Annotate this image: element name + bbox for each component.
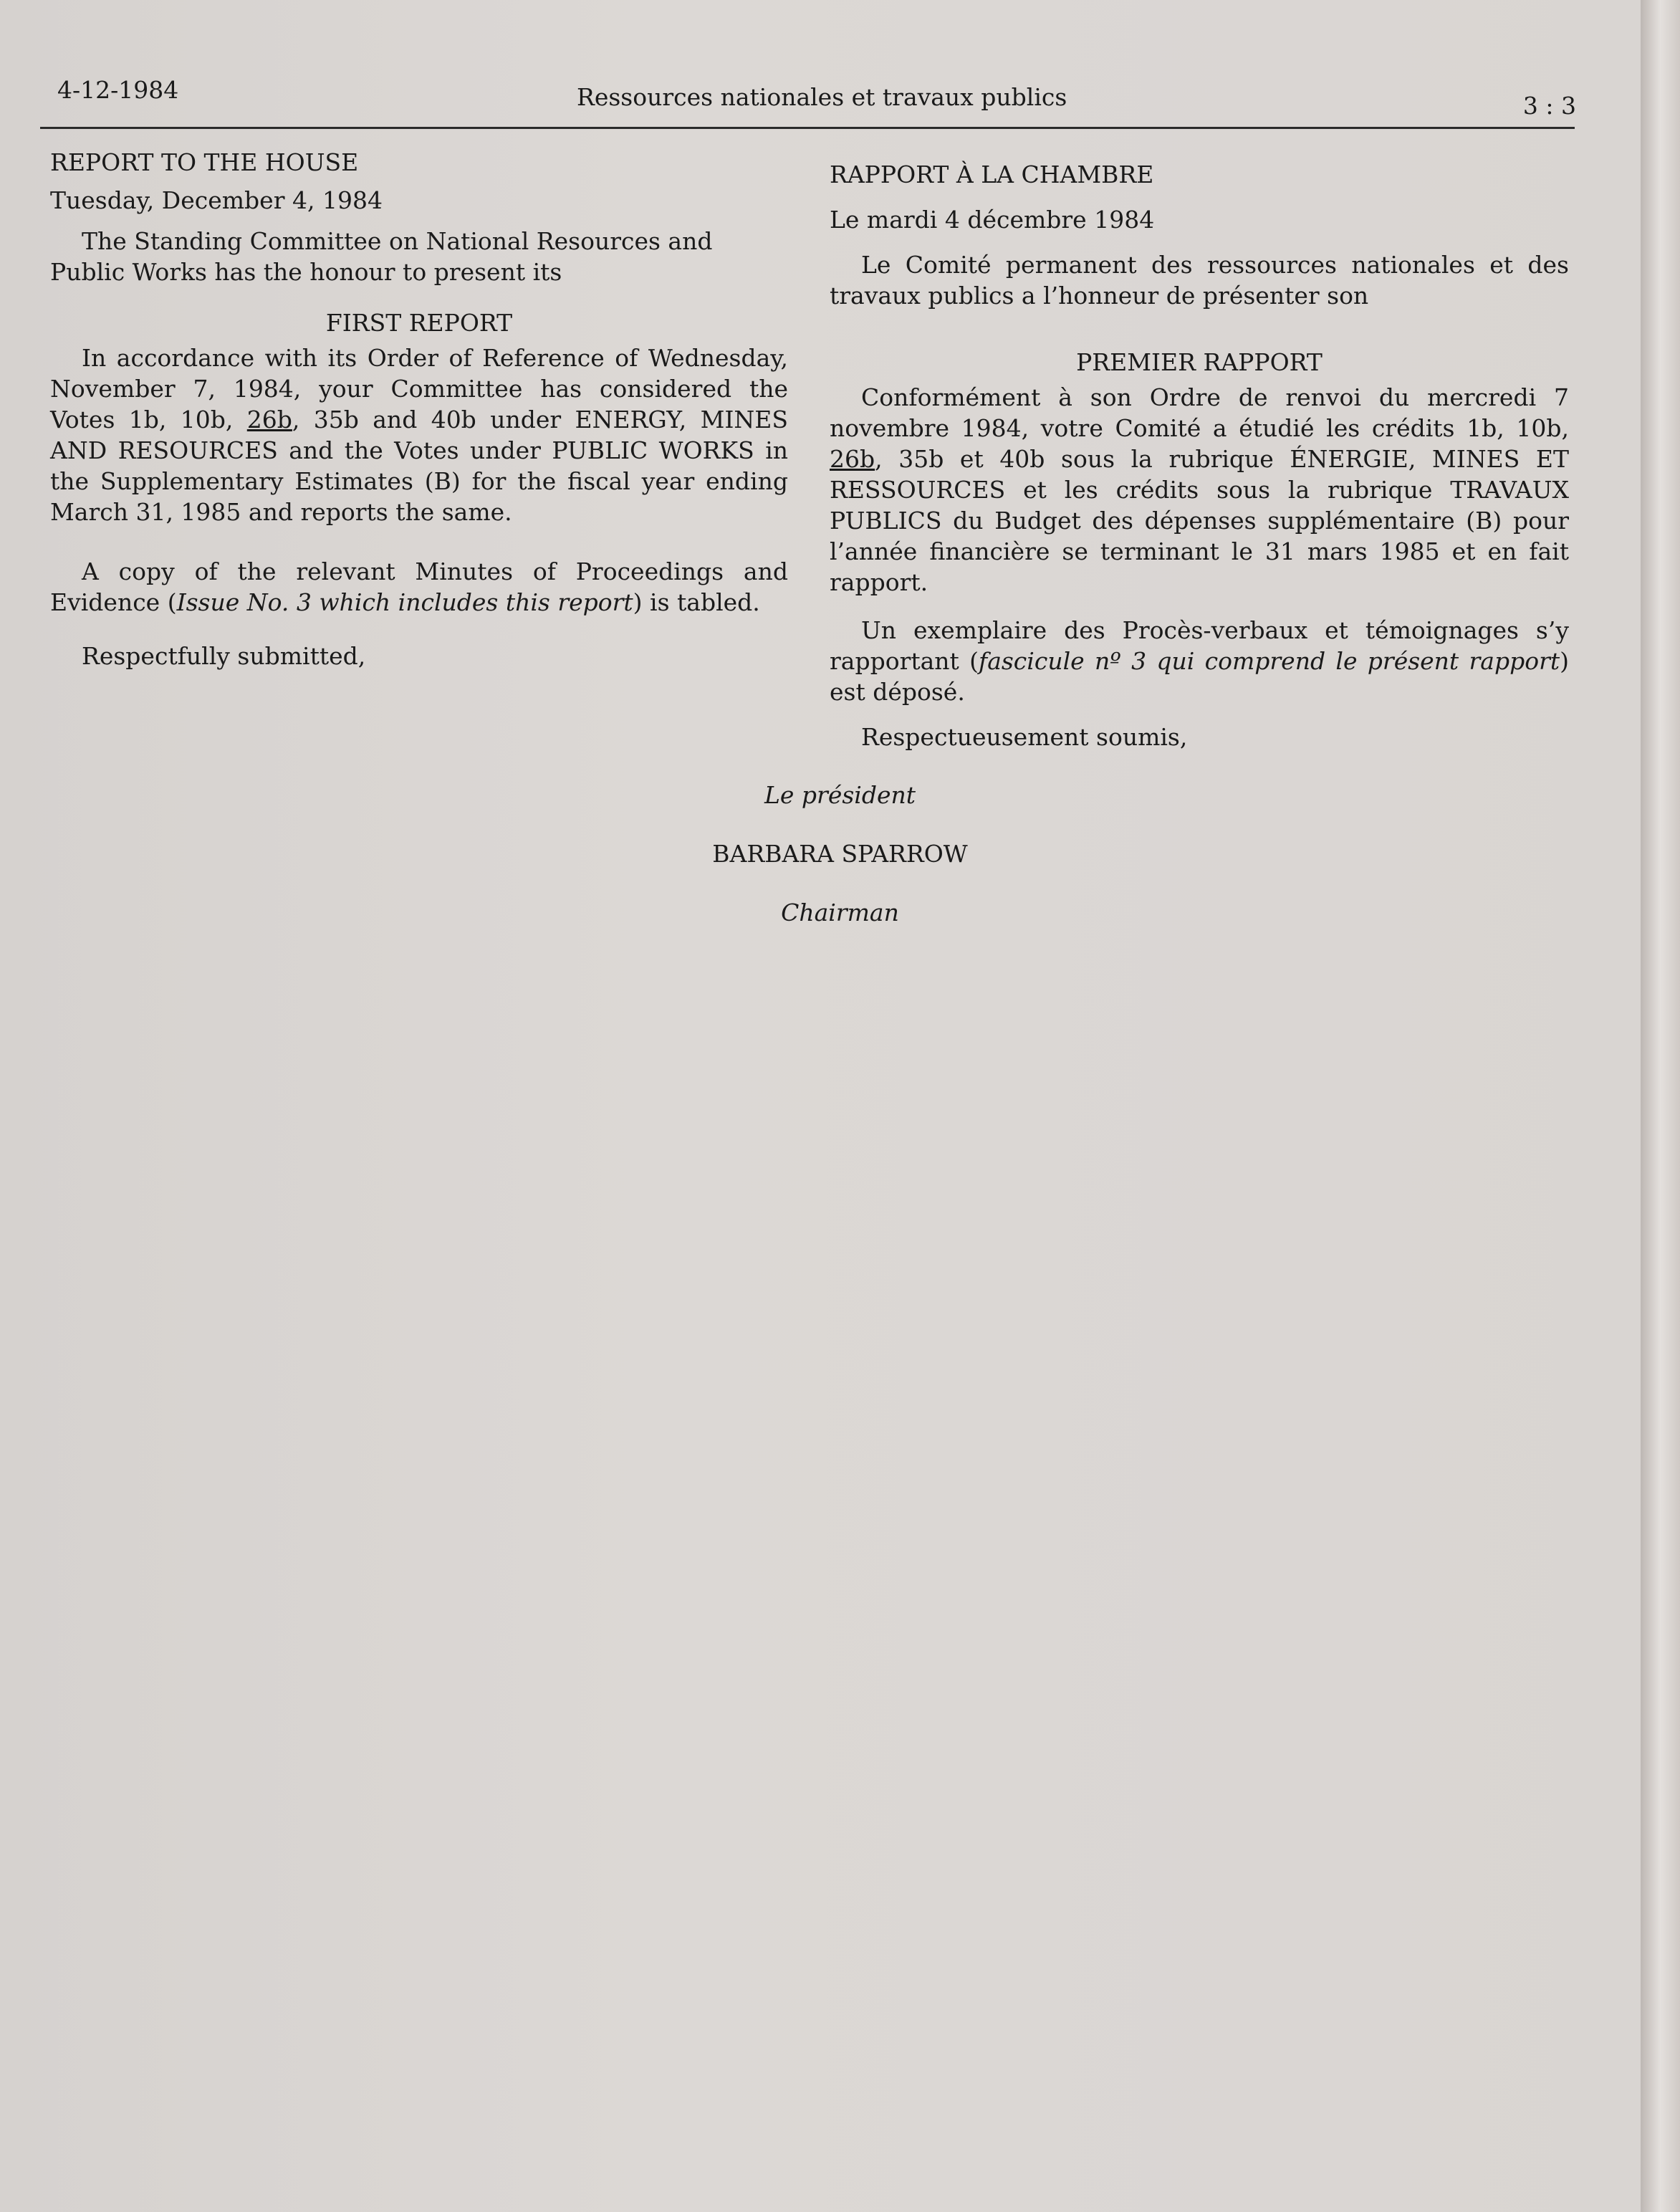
english-date: Tuesday, December 4, 1984 <box>50 186 383 214</box>
page-header <box>57 72 1576 129</box>
french-column <box>830 159 1569 776</box>
french-closing: Respectueusement soumis, <box>861 723 1188 751</box>
french-issue-reference: fascicule nº 3 qui comprend le présent rapport <box>978 647 1560 675</box>
signature-name: BARBARA SPARROW <box>712 840 968 868</box>
english-heading: REPORT TO THE HOUSE <box>50 148 359 176</box>
english-issue-reference: Issue No. 3 which includes this report <box>176 588 633 616</box>
english-report-title: FIRST REPORT <box>325 309 513 337</box>
french-report-title: PREMIER RAPPORT <box>1076 348 1323 376</box>
french-heading: RAPPORT À LA CHAMBRE <box>830 161 1154 188</box>
french-intro: Le Comité permanent des ressources nationales et des travaux publics a l’honneur de présenter son <box>830 251 1569 310</box>
english-underlined-vote: 26b <box>246 406 292 434</box>
french-date: Le mardi 4 décembre 1984 <box>830 206 1155 234</box>
signature-title-fr: Le président <box>764 781 916 809</box>
signature-title-en: Chairman <box>781 899 899 927</box>
french-underlined-vote: 26b <box>830 445 875 473</box>
french-copy-note: Un exemplaire des Procès-verbaux et témoignages s’y rapportant (fascicule nº 3 qui comprend le présent rapport) est déposé. <box>830 616 1569 706</box>
header-rule <box>40 127 1575 129</box>
header-date: 4-12-1984 <box>57 76 179 104</box>
page-edge <box>1641 0 1680 2212</box>
header-page-number: 3 : 3 <box>1522 92 1576 120</box>
english-body: In accordance with its Order of Reference of Wednesday, November 7, 1984, your Committee has considered the Votes 1b, 10b, 26b, 35b and 40b under ENERGY, MINES AND RESOURCES and the Votes under PUBLIC WORKS in the Supplementary Estimates (B) for the fiscal year ending March 31, 1985 and reports the same. <box>50 344 788 526</box>
header-title: Ressources nationales et travaux publics <box>577 83 1067 111</box>
english-column <box>50 147 788 695</box>
english-closing: Respectfully submitted, <box>82 642 366 670</box>
english-copy-note: A copy of the relevant Minutes of Proceedings and Evidence (Issue No. 3 which includes this report) is tabled. <box>50 557 788 616</box>
english-intro: The Standing Committee on National Resources and Public Works has the honour to present its <box>50 227 713 286</box>
french-body: Conformément à son Ordre de renvoi du mercredi 7 novembre 1984, votre Comité a étudié les crédits 1b, 10b, 26b, 35b et 40b sous la rubrique ÉNERGIE, MINES ET RESSOURCES et les crédits sous la rubrique TRAVAUX PUBLICS du Budget des dépenses supplémentaire (B) pour l’année financière se terminant le 31 mars 1985 et en fait rapport. <box>830 383 1569 596</box>
